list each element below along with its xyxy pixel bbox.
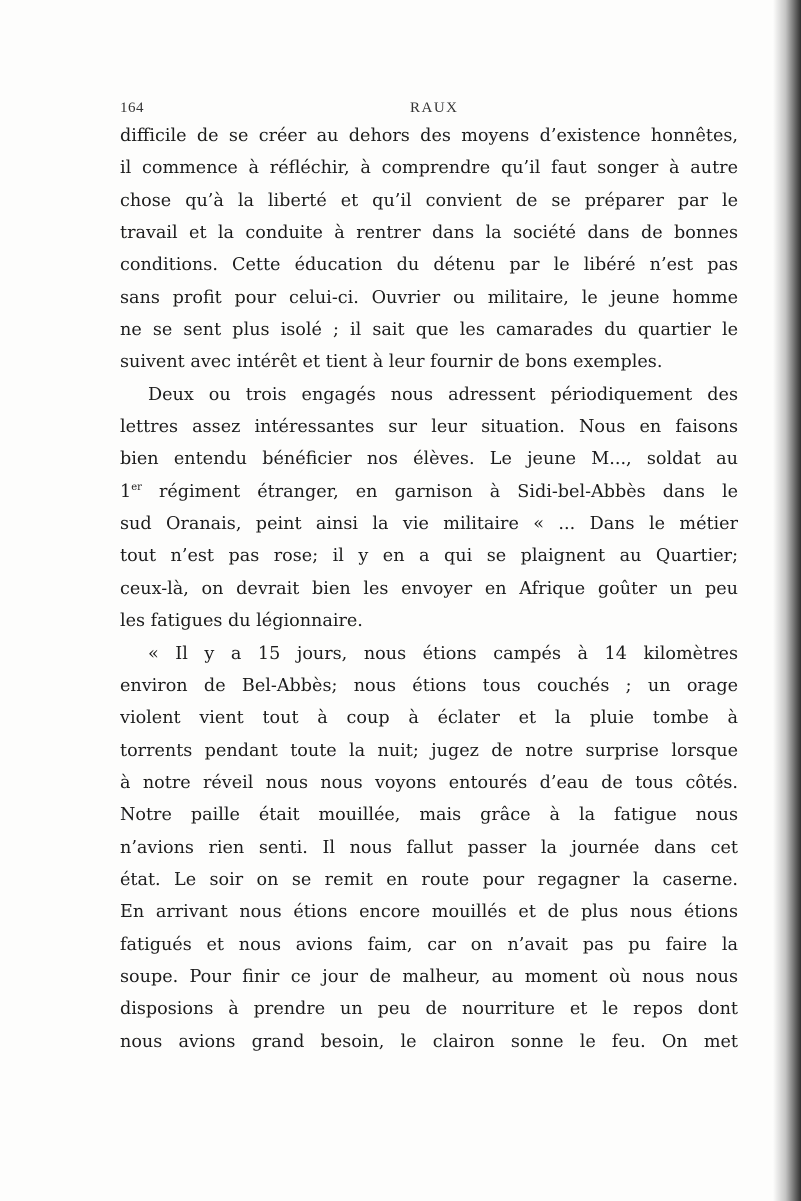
text-line: sans profit pour celui-ci. Ouvrier ou militaire, le jeune homme: [120, 287, 738, 308]
text-line: tout n’est pas rose; il y en a qui se plaignent au Quartier;: [120, 546, 738, 567]
text-line: les fatigues du légionnaire.: [120, 611, 363, 632]
text-line: « Il y a 15 jours, nous étions campés à 14 kilomètres: [148, 643, 738, 664]
text-line: bien entendu bénéficier nos élèves. Le jeune M..., soldat au: [120, 449, 738, 470]
running-title: RAUX: [410, 100, 459, 116]
text-line-regiment: [120, 476, 738, 508]
text-line: soupe. Pour finir ce jour de malheur, au moment où nous nous: [120, 966, 738, 987]
text-line: lettres assez intéressantes sur leur situation. Nous en faisons: [120, 417, 738, 438]
text-line: à notre réveil nous nous voyons entourés d’eau de tous côtés.: [120, 772, 738, 793]
text-line: ne se sent plus isolé ; il sait que les camarades du quartier le: [120, 320, 738, 341]
page-edge-shadow: [773, 0, 801, 1201]
text-line: chose qu’à la liberté et qu’il convient de se préparer par le: [120, 190, 738, 211]
text-line: violent vient tout à coup à éclater et la pluie tombe à: [120, 708, 738, 729]
text-line: disposions à prendre un peu de nourriture et le repos dont: [120, 999, 738, 1020]
text-line: nous avions grand besoin, le clairon sonne le feu. On met: [120, 1031, 738, 1052]
ordinal-superscript: er: [131, 481, 142, 493]
text-line: suivent avec intérêt et tient à leur fournir de bons exemples.: [120, 352, 663, 373]
body-text: [120, 120, 738, 1058]
text-line: difficile de se créer au dehors des moyens d’existence honnêtes,: [120, 126, 738, 146]
text-line: Deux ou trois engagés nous adressent périodiquement des: [148, 384, 738, 405]
text-line: conditions. Cette éducation du détenu par le libéré n’est pas: [120, 255, 738, 276]
text-line: Notre paille était mouillée, mais grâce à la fatigue nous: [120, 805, 738, 826]
text-line: ceux-là, on devrait bien les envoyer en Afrique goûter un peu: [120, 578, 738, 599]
text-line: il commence à réfléchir, à comprendre qu’il faut songer à autre: [120, 158, 738, 179]
text-line: fatigués et nous avions faim, car on n’avait pas pu faire la: [120, 934, 738, 955]
regiment-text: régiment étranger, en garnison à Sidi-bel-Abbès dans le: [141, 481, 738, 502]
regiment-number: 1: [120, 481, 132, 502]
text-line: environ de Bel-Abbès; nous étions tous couchés ; un orage: [120, 675, 738, 696]
text-line: torrents pendant toute la nuit; jugez de notre surprise lorsque: [120, 740, 738, 761]
text-line: n’avions rien senti. Il nous fallut passer la journée dans cet: [120, 837, 738, 858]
text-line: sud Oranais, peint ainsi la vie militaire « ... Dans le métier: [120, 514, 738, 535]
page-number: 164: [120, 100, 144, 116]
text-line: état. Le soir on se remit en route pour regagner la caserne.: [120, 869, 738, 890]
text-line: En arrivant nous étions encore mouillés et de plus nous étions: [120, 902, 738, 923]
text-line: travail et la conduite à rentrer dans la société dans de bonnes: [120, 223, 738, 244]
